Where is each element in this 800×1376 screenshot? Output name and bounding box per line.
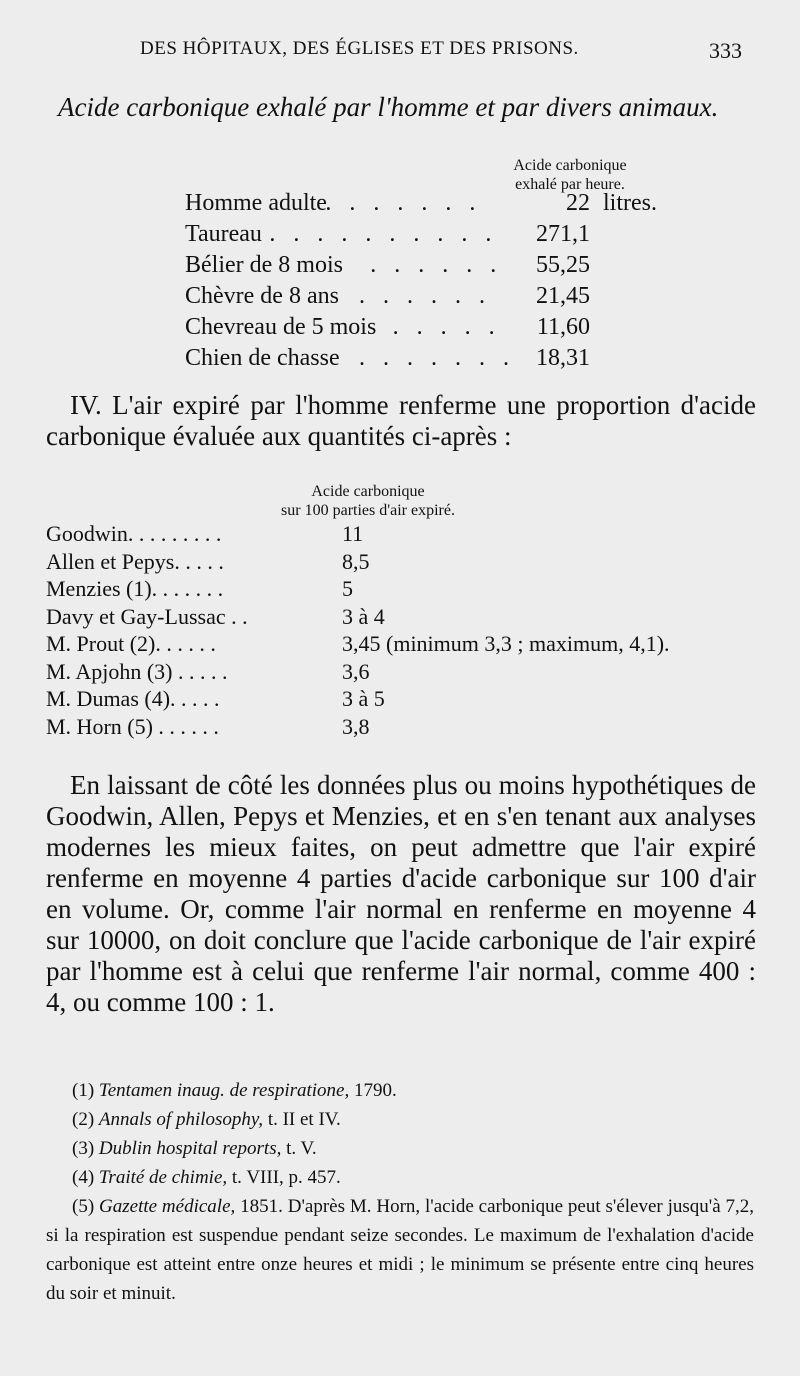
table2-header-line2: sur 100 parties d'air expiré. (281, 502, 455, 519)
table-row (185, 252, 655, 282)
co2-value: 18,31 (536, 345, 590, 371)
leader-dots: . . . . . . . . . . (269, 221, 498, 247)
footnote (72, 1138, 317, 1160)
footnote (72, 1109, 341, 1131)
leader-dots: . . . . . . (370, 252, 503, 278)
leader-dots: . . . . . . . (325, 190, 482, 216)
table-title: Acide carbonique exhalé par l'homme et par divers animaux. (58, 92, 719, 122)
table-row (185, 283, 655, 313)
co2-proportion: 3,6 (342, 658, 370, 684)
section-iv-text: IV. L'air expiré par l'homme renferme une proportion d'acide carbonique évaluée aux quantités ci-après : (46, 390, 756, 451)
animal-name: Chevreau de 5 mois (185, 314, 377, 340)
leader-dots: . . . . . (392, 314, 501, 340)
table-row (46, 521, 766, 549)
co2-proportion: 8,5 (342, 548, 370, 574)
table1-header-line2: exhalé par heure. (515, 176, 625, 193)
footnote (72, 1080, 397, 1102)
co2-value: 21,45 (536, 283, 590, 309)
table-row (46, 549, 766, 577)
conclusion-text: En laissant de côté les données plus ou moins hypothétiques de Goodwin, Allen, Pepys et Menzies, et en s'en tenant aux analyses modernes les mieux faites, on peut admettre que l'air expiré renferme en moyenne 4 parties d'acide carbonique sur 100 d'air en volume. Or, comme l'air normal en renferme en moyenne 4 sur 10000, on doit conclure que l'acide carbonique de l'air expiré par l'homme est à celui que renferme l'air normal, comme 400 : 4, ou comme 100 : 1. (46, 770, 756, 1017)
animal-name: Homme adulte (185, 190, 327, 216)
page-number: 333 (709, 38, 742, 63)
conclusion-paragraph (46, 770, 756, 1018)
table-row (185, 345, 655, 375)
animal-name: Taureau (185, 221, 262, 247)
co2-proportion: 3 à 4 (342, 603, 385, 629)
table-row (185, 190, 655, 220)
co2-proportion: 5 (342, 576, 353, 601)
table-row (46, 604, 766, 632)
author-name: M. Horn (5) . . . . . . (46, 713, 219, 739)
table1-column-header (480, 156, 660, 194)
footnote-number: (1) (72, 1080, 99, 1101)
co2-value: 22 (566, 190, 590, 216)
animal-name: Chien de chasse (185, 345, 340, 371)
co2-proportion: 3,8 (342, 713, 370, 739)
footnote-number: (2) (72, 1109, 99, 1130)
author-name: M. Dumas (4). . . . . (46, 686, 220, 711)
table1-header-line1: Acide carbonique (513, 157, 627, 174)
co2-value: 11,60 (536, 314, 590, 340)
running-header: DES HÔPITAUX, DES ÉGLISES ET DES PRISONS. (140, 38, 579, 59)
table-row (46, 659, 766, 687)
footnote-text: t. VIII, p. 457. (227, 1167, 341, 1188)
footnote (46, 1192, 754, 1308)
unit-label: litres. (603, 190, 657, 216)
table2-header-line1: Acide carbonique (311, 483, 425, 500)
footnote-number: (5) (72, 1196, 100, 1217)
author-name: M. Apjohn (3) . . . . . (46, 658, 228, 684)
table-row (46, 576, 766, 604)
author-name: Menzies (1). . . . . . . (46, 576, 224, 601)
table-row (46, 714, 766, 742)
table2-column-header (248, 482, 488, 520)
footnote-text: 1851. D'après M. Horn, l'acide carbonique peut s'élever jusqu'à 7,2, si la respiration est suspendue pendant seize secondes. Le maximum de l'exhalation d'acide carbonique est atteint entre onze heures et midi ; le minimum se présente entre cinq heures du soir et minuit. (46, 1196, 754, 1304)
co2-proportion: 3 à 5 (342, 686, 385, 711)
footnote-title: Gazette médicale, (99, 1196, 236, 1217)
author-name: M. Prout (2). . . . . . (46, 631, 216, 656)
footnote-title: Tentamen inaug. de respiratione, (98, 1080, 350, 1101)
footnote-title: Traité de chimie, (98, 1167, 228, 1188)
co2-value: 271,1 (536, 221, 590, 247)
table-row (185, 314, 655, 344)
footnote-title: Dublin hospital reports, (98, 1138, 282, 1159)
author-name: Davy et Gay-Lussac . . (46, 603, 248, 629)
footnote (72, 1167, 341, 1189)
table-row (185, 221, 655, 251)
co2-proportion: 3,45 (minimum 3,3 ; maximum, 4,1). (342, 631, 670, 656)
footnote-number: (3) (72, 1138, 99, 1159)
table-row (46, 631, 766, 659)
author-name: Goodwin. . . . . . . . . (46, 521, 222, 546)
animal-name: Bélier de 8 mois (185, 252, 343, 278)
footnote-title: Annals of philosophy, (98, 1109, 264, 1130)
author-name: Allen et Pepys. . . . . (46, 548, 224, 574)
table-row (46, 686, 766, 714)
co2-proportion: 11 (342, 521, 364, 546)
section-iv-intro (46, 390, 756, 452)
leader-dots: . . . . . . . (359, 345, 515, 371)
footnote-text: t. II et IV. (263, 1109, 341, 1130)
leader-dots: . . . . . . (359, 283, 491, 309)
footnote-text: t. V. (281, 1138, 317, 1159)
footnote-number: (4) (72, 1167, 99, 1188)
animal-name: Chèvre de 8 ans (185, 283, 339, 309)
footnote-text: 1790. (349, 1080, 397, 1101)
co2-value: 55,25 (536, 252, 590, 278)
